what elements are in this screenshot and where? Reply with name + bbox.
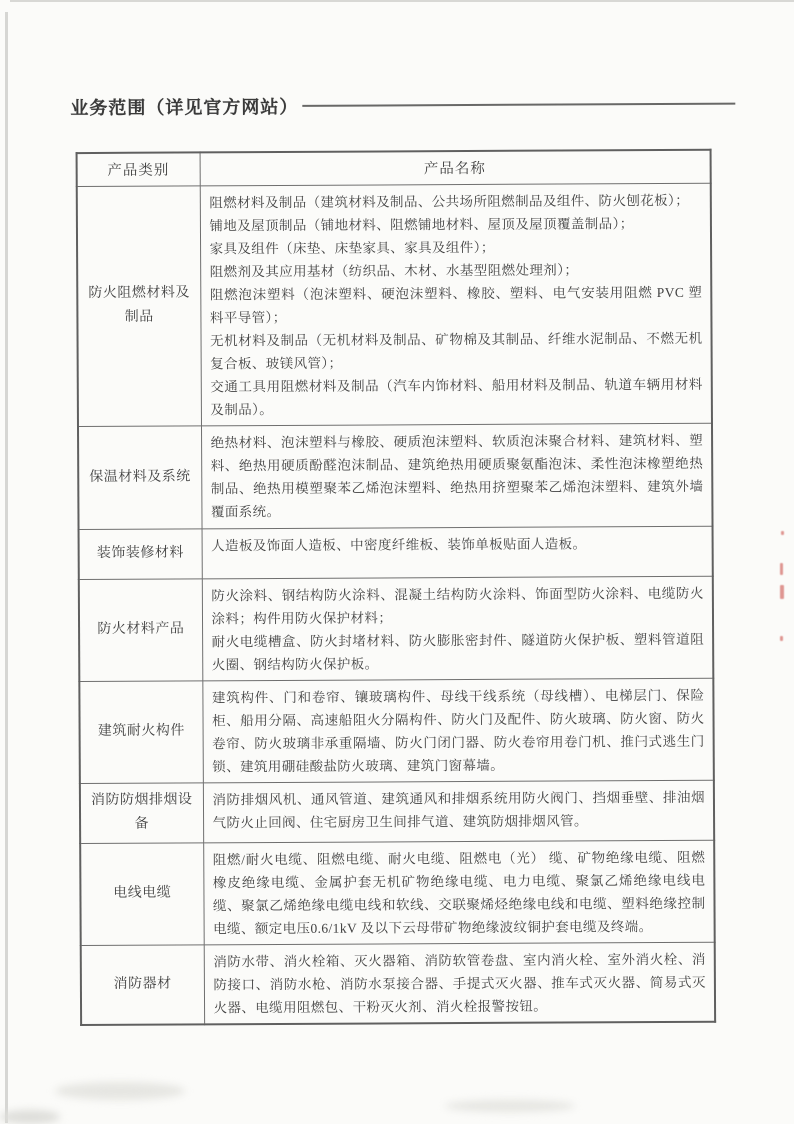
product-item: 绝热材料、泡沫塑料与橡胶、硬质泡沫塑料、软质泡沫聚合材料、建筑材料、塑料、绝热用硬质酚醛泡沫制品、建筑绝热用硬质聚氨酯泡沫、柔性泡沫橡塑绝热制品、绝热用模塑聚苯乙烯泡沫塑料、绝热用挤塑聚苯乙烯泡沫塑料、建筑外墙覆面系统。 xyxy=(211,428,704,523)
category-cell: 装饰装修材料 xyxy=(79,528,202,579)
business-scope-table xyxy=(76,149,717,1026)
product-item: 阻燃泡沫塑料（泡沫塑料、硬泡沫塑料、橡胶、塑料、电气安装用阻燃 PVC 塑料平导管）； xyxy=(210,280,703,329)
table-body xyxy=(77,183,715,1025)
product-item: 消防水带、消火栓箱、灭火器箱、消防软管卷盘、室内消火栓、室外消火栓、消防接口、消防水枪、消防水泵接合器、手提式灭火器、推车式灭火器、简易式灭火器、电缆用阻燃包、干粉灭火剂、消火栓报警按钮。 xyxy=(213,947,706,1019)
category-cell: 防火阻燃材料及制品 xyxy=(77,185,201,426)
table-row xyxy=(80,780,714,843)
product-item: 交通工具用阻燃材料及制品（汽车内饰材料、船用材料及制品、轨道车辆用材料及制品）。 xyxy=(210,372,703,421)
category-cell: 保温材料及系统 xyxy=(78,425,202,529)
product-item: 无机材料及制品（无机材料及制品、矿物棉及其制品、纤维水泥制品、不燃无机复合板、玻镁风管）； xyxy=(210,326,703,375)
red-ink-bleed-mark xyxy=(781,531,784,535)
scan-smudge xyxy=(55,1082,185,1100)
product-item: 家具及组件（床垫、床垫家具、家具及组件）； xyxy=(210,234,703,260)
category-cell: 电线电缆 xyxy=(80,842,204,945)
product-item: 阻燃剂及其应用基材（纺织品、木材、水基型阻燃处理剂）； xyxy=(210,257,703,283)
red-ink-bleed-mark xyxy=(780,563,783,575)
table-row xyxy=(79,678,714,783)
column-header-product-name: 产品名称 xyxy=(200,150,711,186)
table-header-row xyxy=(77,150,711,186)
red-ink-bleed-mark xyxy=(780,585,784,599)
table-row xyxy=(79,526,713,579)
category-cell: 建筑耐火构件 xyxy=(79,680,203,783)
table-row xyxy=(77,183,712,426)
product-item: 阻燃材料及制品（建筑材料及制品、公共场所阻燃制品及组件、防火刨花板）； xyxy=(209,188,702,214)
page-title: 业务范围（详见官方网站） xyxy=(70,93,298,120)
table-row xyxy=(80,840,715,945)
product-cell xyxy=(203,840,715,945)
product-cell xyxy=(202,576,714,681)
red-ink-bleed-mark xyxy=(780,636,783,641)
product-item: 耐火电缆槽盒、防火封堵材料、防火膨胀密封件、隧道防火保护板、塑料管道阻火圈、钢结构防火保护板。 xyxy=(212,627,705,676)
product-item: 阻燃/耐火电缆、阻燃电缆、耐火电缆、阻燃电（光） 缆、矿物绝缘电缆、阻燃橡皮绝缘电缆、金属护套无机矿物绝缘电缆、电力电缆、聚氯乙烯绝缘电线电缆、聚氯乙烯绝缘电缆电线和软线、交联聚烯烃绝缘电线和电缆、塑料绝缘控制电缆、额定电压0.6/1kV 及以下云母带矿物绝缘波纹铜护套电缆及终端。 xyxy=(213,845,706,940)
scan-top-edge xyxy=(10,0,794,2)
table-row xyxy=(78,423,713,529)
scan-left-edge-strip xyxy=(5,12,8,1123)
category-cell: 消防防烟排烟设备 xyxy=(80,782,203,843)
product-cell xyxy=(202,678,714,783)
category-cell: 防火材料产品 xyxy=(79,578,203,681)
table-row xyxy=(81,942,715,1025)
scan-smudge xyxy=(0,1110,60,1124)
product-item: 消防排烟风机、通风管道、建筑通风和排烟系统用防火阀门、挡烟垂壁、排油烟气防火止回阀、住宅厨房卫生间排气道、建筑防烟排烟风管。 xyxy=(212,785,705,834)
product-cell xyxy=(204,942,715,1024)
product-cell xyxy=(201,423,713,529)
product-item: 建筑构件、门和卷帘、镶玻璃构件、母线干线系统（母线槽）、电梯层门、保险柜、船用分隔、高速船阻火分隔构件、防火门及配件、防火玻璃、防火窗、防火卷帘、防火玻璃非承重隔墙、防火门闭门器、防火卷帘用卷门机、推闩式逃生门锁、建筑用硼硅酸盐防火玻璃、建筑门窗幕墙。 xyxy=(212,683,705,778)
category-cell: 消防器材 xyxy=(81,944,204,1024)
product-cell xyxy=(202,526,713,579)
product-item: 铺地及屋顶制品（铺地材料、阻燃铺地材料、屋顶及屋顶覆盖制品）； xyxy=(209,211,702,237)
column-header-category: 产品类别 xyxy=(77,152,200,186)
product-cell xyxy=(203,780,714,843)
section-heading-row xyxy=(70,91,735,120)
product-item: 防火涂料、钢结构防火涂料、混凝土结构防火涂料、饰面型防火涂料、电缆防火涂料；构件用防火保护材料； xyxy=(211,581,704,630)
product-cell xyxy=(200,183,712,426)
table-row xyxy=(79,576,714,681)
title-rule-line xyxy=(302,103,735,107)
product-item: 人造板及饰面人造板、中密度纤维板、装饰单板贴面人造板。 xyxy=(211,531,704,557)
scan-smudge xyxy=(445,1100,575,1112)
